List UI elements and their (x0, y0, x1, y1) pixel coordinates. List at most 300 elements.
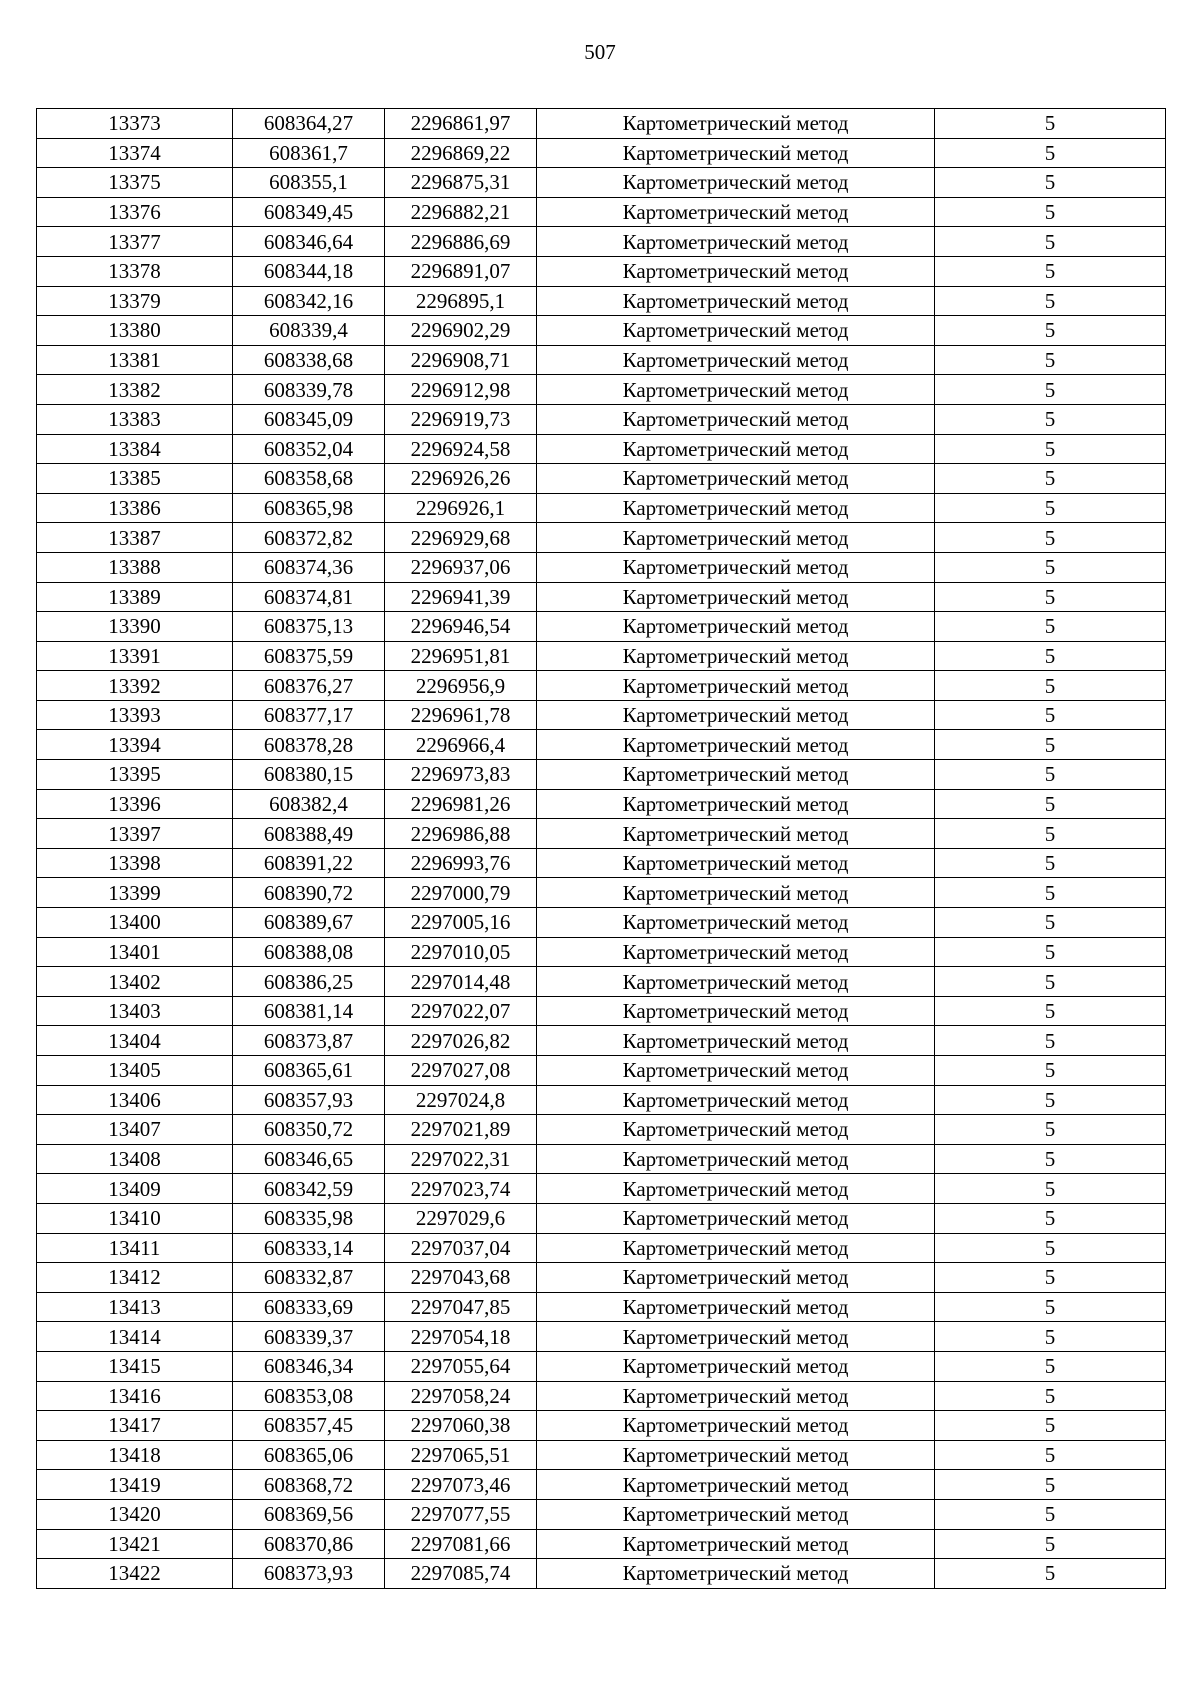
y-coordinate-cell: 2297024,8 (385, 1085, 537, 1115)
table-row (37, 789, 1166, 819)
accuracy-cell: 5 (935, 227, 1166, 257)
x-coordinate-cell: 608369,56 (233, 1499, 385, 1529)
method-cell: Картометрический метод (537, 1056, 935, 1086)
y-coordinate-cell: 2296961,78 (385, 700, 537, 730)
method-cell: Картометрический метод (537, 996, 935, 1026)
accuracy-cell: 5 (935, 256, 1166, 286)
point-number-cell: 13408 (37, 1144, 233, 1174)
table-row (37, 641, 1166, 671)
point-number-cell: 13420 (37, 1499, 233, 1529)
x-coordinate-cell: 608373,93 (233, 1559, 385, 1589)
method-cell: Картометрический метод (537, 671, 935, 701)
method-cell: Картометрический метод (537, 1499, 935, 1529)
point-number-cell: 13381 (37, 345, 233, 375)
x-coordinate-cell: 608357,45 (233, 1411, 385, 1441)
method-cell: Картометрический метод (537, 1440, 935, 1470)
y-coordinate-cell: 2296926,26 (385, 464, 537, 494)
x-coordinate-cell: 608365,98 (233, 493, 385, 523)
method-cell: Картометрический метод (537, 256, 935, 286)
y-coordinate-cell: 2296902,29 (385, 316, 537, 346)
table-row (37, 1233, 1166, 1263)
method-cell: Картометрический метод (537, 700, 935, 730)
table-row (37, 404, 1166, 434)
y-coordinate-cell: 2297029,6 (385, 1203, 537, 1233)
x-coordinate-cell: 608380,15 (233, 760, 385, 790)
accuracy-cell: 5 (935, 1203, 1166, 1233)
table-row (37, 109, 1166, 139)
point-number-cell: 13412 (37, 1263, 233, 1293)
table-row (37, 996, 1166, 1026)
point-number-cell: 13388 (37, 552, 233, 582)
accuracy-cell: 5 (935, 967, 1166, 997)
x-coordinate-cell: 608365,06 (233, 1440, 385, 1470)
x-coordinate-cell: 608344,18 (233, 256, 385, 286)
x-coordinate-cell: 608375,59 (233, 641, 385, 671)
x-coordinate-cell: 608374,81 (233, 582, 385, 612)
y-coordinate-cell: 2297026,82 (385, 1026, 537, 1056)
y-coordinate-cell: 2296966,4 (385, 730, 537, 760)
accuracy-cell: 5 (935, 1322, 1166, 1352)
y-coordinate-cell: 2296908,71 (385, 345, 537, 375)
method-cell: Картометрический метод (537, 1470, 935, 1500)
y-coordinate-cell: 2296937,06 (385, 552, 537, 582)
table-row (37, 227, 1166, 257)
accuracy-cell: 5 (935, 375, 1166, 405)
point-number-cell: 13393 (37, 700, 233, 730)
x-coordinate-cell: 608339,4 (233, 316, 385, 346)
y-coordinate-cell: 2297085,74 (385, 1559, 537, 1589)
point-number-cell: 13392 (37, 671, 233, 701)
point-number-cell: 13382 (37, 375, 233, 405)
table-row (37, 1085, 1166, 1115)
x-coordinate-cell: 608370,86 (233, 1529, 385, 1559)
accuracy-cell: 5 (935, 1115, 1166, 1145)
y-coordinate-cell: 2297077,55 (385, 1499, 537, 1529)
y-coordinate-cell: 2297073,46 (385, 1470, 537, 1500)
accuracy-cell: 5 (935, 996, 1166, 1026)
point-number-cell: 13376 (37, 197, 233, 227)
accuracy-cell: 5 (935, 730, 1166, 760)
method-cell: Картометрический метод (537, 967, 935, 997)
point-number-cell: 13407 (37, 1115, 233, 1145)
method-cell: Картометрический метод (537, 1322, 935, 1352)
accuracy-cell: 5 (935, 937, 1166, 967)
table-row (37, 937, 1166, 967)
y-coordinate-cell: 2297005,16 (385, 908, 537, 938)
x-coordinate-cell: 608374,36 (233, 552, 385, 582)
table-row (37, 582, 1166, 612)
accuracy-cell: 5 (935, 700, 1166, 730)
method-cell: Картометрический метод (537, 1263, 935, 1293)
x-coordinate-cell: 608390,72 (233, 878, 385, 908)
accuracy-cell: 5 (935, 1470, 1166, 1500)
x-coordinate-cell: 608335,98 (233, 1203, 385, 1233)
x-coordinate-cell: 608345,09 (233, 404, 385, 434)
accuracy-cell: 5 (935, 908, 1166, 938)
method-cell: Картометрический метод (537, 109, 935, 139)
accuracy-cell: 5 (935, 1529, 1166, 1559)
x-coordinate-cell: 608350,72 (233, 1115, 385, 1145)
x-coordinate-cell: 608346,64 (233, 227, 385, 257)
point-number-cell: 13378 (37, 256, 233, 286)
x-coordinate-cell: 608377,17 (233, 700, 385, 730)
point-number-cell: 13391 (37, 641, 233, 671)
method-cell: Картометрический метод (537, 1381, 935, 1411)
accuracy-cell: 5 (935, 760, 1166, 790)
method-cell: Картометрический метод (537, 1233, 935, 1263)
y-coordinate-cell: 2296986,88 (385, 819, 537, 849)
table-row (37, 286, 1166, 316)
x-coordinate-cell: 608342,59 (233, 1174, 385, 1204)
method-cell: Картометрический метод (537, 760, 935, 790)
x-coordinate-cell: 608346,34 (233, 1351, 385, 1381)
accuracy-cell: 5 (935, 1085, 1166, 1115)
y-coordinate-cell: 2296973,83 (385, 760, 537, 790)
coordinates-table (36, 108, 1166, 1589)
table-row (37, 700, 1166, 730)
y-coordinate-cell: 2297054,18 (385, 1322, 537, 1352)
accuracy-cell: 5 (935, 1026, 1166, 1056)
table-row (37, 760, 1166, 790)
x-coordinate-cell: 608372,82 (233, 523, 385, 553)
y-coordinate-cell: 2297058,24 (385, 1381, 537, 1411)
point-number-cell: 13416 (37, 1381, 233, 1411)
method-cell: Картометрический метод (537, 464, 935, 494)
point-number-cell: 13375 (37, 168, 233, 198)
y-coordinate-cell: 2296882,21 (385, 197, 537, 227)
accuracy-cell: 5 (935, 1263, 1166, 1293)
table-row (37, 1322, 1166, 1352)
point-number-cell: 13422 (37, 1559, 233, 1589)
accuracy-cell: 5 (935, 1056, 1166, 1086)
table-row (37, 819, 1166, 849)
x-coordinate-cell: 608353,08 (233, 1381, 385, 1411)
point-number-cell: 13390 (37, 612, 233, 642)
x-coordinate-cell: 608389,67 (233, 908, 385, 938)
accuracy-cell: 5 (935, 1292, 1166, 1322)
x-coordinate-cell: 608355,1 (233, 168, 385, 198)
point-number-cell: 13419 (37, 1470, 233, 1500)
point-number-cell: 13404 (37, 1026, 233, 1056)
y-coordinate-cell: 2296941,39 (385, 582, 537, 612)
table-row (37, 908, 1166, 938)
x-coordinate-cell: 608376,27 (233, 671, 385, 701)
table-row (37, 848, 1166, 878)
x-coordinate-cell: 608365,61 (233, 1056, 385, 1086)
x-coordinate-cell: 608364,27 (233, 109, 385, 139)
y-coordinate-cell: 2297027,08 (385, 1056, 537, 1086)
table-row (37, 138, 1166, 168)
x-coordinate-cell: 608378,28 (233, 730, 385, 760)
point-number-cell: 13386 (37, 493, 233, 523)
method-cell: Картометрический метод (537, 227, 935, 257)
x-coordinate-cell: 608358,68 (233, 464, 385, 494)
x-coordinate-cell: 608388,49 (233, 819, 385, 849)
y-coordinate-cell: 2297065,51 (385, 1440, 537, 1470)
accuracy-cell: 5 (935, 819, 1166, 849)
table-row (37, 1056, 1166, 1086)
point-number-cell: 13415 (37, 1351, 233, 1381)
table-row (37, 671, 1166, 701)
y-coordinate-cell: 2296861,97 (385, 109, 537, 139)
method-cell: Картометрический метод (537, 582, 935, 612)
method-cell: Картометрический метод (537, 1529, 935, 1559)
accuracy-cell: 5 (935, 671, 1166, 701)
point-number-cell: 13411 (37, 1233, 233, 1263)
point-number-cell: 13373 (37, 109, 233, 139)
table-row (37, 730, 1166, 760)
method-cell: Картометрический метод (537, 1115, 935, 1145)
point-number-cell: 13398 (37, 848, 233, 878)
table-row (37, 878, 1166, 908)
method-cell: Картометрический метод (537, 286, 935, 316)
method-cell: Картометрический метод (537, 848, 935, 878)
point-number-cell: 13379 (37, 286, 233, 316)
point-number-cell: 13413 (37, 1292, 233, 1322)
table-row (37, 316, 1166, 346)
point-number-cell: 13396 (37, 789, 233, 819)
table-row (37, 1026, 1166, 1056)
method-cell: Картометрический метод (537, 1351, 935, 1381)
method-cell: Картометрический метод (537, 730, 935, 760)
point-number-cell: 13418 (37, 1440, 233, 1470)
y-coordinate-cell: 2296956,9 (385, 671, 537, 701)
x-coordinate-cell: 608382,4 (233, 789, 385, 819)
y-coordinate-cell: 2296993,76 (385, 848, 537, 878)
accuracy-cell: 5 (935, 138, 1166, 168)
method-cell: Картометрический метод (537, 878, 935, 908)
y-coordinate-cell: 2297021,89 (385, 1115, 537, 1145)
table-row (37, 1470, 1166, 1500)
table-row (37, 1499, 1166, 1529)
x-coordinate-cell: 608342,16 (233, 286, 385, 316)
y-coordinate-cell: 2297000,79 (385, 878, 537, 908)
y-coordinate-cell: 2296924,58 (385, 434, 537, 464)
accuracy-cell: 5 (935, 404, 1166, 434)
table-row (37, 1115, 1166, 1145)
y-coordinate-cell: 2297014,48 (385, 967, 537, 997)
point-number-cell: 13399 (37, 878, 233, 908)
y-coordinate-cell: 2296875,31 (385, 168, 537, 198)
table-row (37, 493, 1166, 523)
table-row (37, 1559, 1166, 1589)
method-cell: Картометрический метод (537, 552, 935, 582)
y-coordinate-cell: 2296919,73 (385, 404, 537, 434)
method-cell: Картометрический метод (537, 316, 935, 346)
y-coordinate-cell: 2297055,64 (385, 1351, 537, 1381)
method-cell: Картометрический метод (537, 1559, 935, 1589)
table-row (37, 375, 1166, 405)
accuracy-cell: 5 (935, 848, 1166, 878)
table-row (37, 1144, 1166, 1174)
method-cell: Картометрический метод (537, 1174, 935, 1204)
accuracy-cell: 5 (935, 464, 1166, 494)
accuracy-cell: 5 (935, 286, 1166, 316)
method-cell: Картометрический метод (537, 345, 935, 375)
table-row (37, 552, 1166, 582)
table-row (37, 1440, 1166, 1470)
method-cell: Картометрический метод (537, 1411, 935, 1441)
x-coordinate-cell: 608375,13 (233, 612, 385, 642)
table-row (37, 612, 1166, 642)
point-number-cell: 13397 (37, 819, 233, 849)
method-cell: Картометрический метод (537, 1203, 935, 1233)
y-coordinate-cell: 2296926,1 (385, 493, 537, 523)
accuracy-cell: 5 (935, 878, 1166, 908)
point-number-cell: 13394 (37, 730, 233, 760)
method-cell: Картометрический метод (537, 789, 935, 819)
point-number-cell: 13380 (37, 316, 233, 346)
x-coordinate-cell: 608361,7 (233, 138, 385, 168)
table-row (37, 197, 1166, 227)
y-coordinate-cell: 2296951,81 (385, 641, 537, 671)
point-number-cell: 13400 (37, 908, 233, 938)
x-coordinate-cell: 608391,22 (233, 848, 385, 878)
x-coordinate-cell: 608333,69 (233, 1292, 385, 1322)
x-coordinate-cell: 608338,68 (233, 345, 385, 375)
y-coordinate-cell: 2296891,07 (385, 256, 537, 286)
method-cell: Картометрический метод (537, 908, 935, 938)
x-coordinate-cell: 608352,04 (233, 434, 385, 464)
y-coordinate-cell: 2296869,22 (385, 138, 537, 168)
table-row (37, 1203, 1166, 1233)
table-row (37, 1263, 1166, 1293)
point-number-cell: 13421 (37, 1529, 233, 1559)
accuracy-cell: 5 (935, 168, 1166, 198)
point-number-cell: 13403 (37, 996, 233, 1026)
x-coordinate-cell: 608346,65 (233, 1144, 385, 1174)
table-row (37, 1292, 1166, 1322)
table-row (37, 1174, 1166, 1204)
point-number-cell: 13384 (37, 434, 233, 464)
table-row (37, 523, 1166, 553)
method-cell: Картометрический метод (537, 138, 935, 168)
point-number-cell: 13402 (37, 967, 233, 997)
accuracy-cell: 5 (935, 1381, 1166, 1411)
table-row (37, 1411, 1166, 1441)
table-row (37, 345, 1166, 375)
x-coordinate-cell: 608332,87 (233, 1263, 385, 1293)
point-number-cell: 13374 (37, 138, 233, 168)
table-row (37, 464, 1166, 494)
x-coordinate-cell: 608381,14 (233, 996, 385, 1026)
y-coordinate-cell: 2297023,74 (385, 1174, 537, 1204)
accuracy-cell: 5 (935, 197, 1166, 227)
x-coordinate-cell: 608388,08 (233, 937, 385, 967)
accuracy-cell: 5 (935, 1499, 1166, 1529)
point-number-cell: 13414 (37, 1322, 233, 1352)
x-coordinate-cell: 608339,37 (233, 1322, 385, 1352)
point-number-cell: 13409 (37, 1174, 233, 1204)
x-coordinate-cell: 608349,45 (233, 197, 385, 227)
y-coordinate-cell: 2296912,98 (385, 375, 537, 405)
method-cell: Картометрический метод (537, 1026, 935, 1056)
accuracy-cell: 5 (935, 316, 1166, 346)
y-coordinate-cell: 2297022,31 (385, 1144, 537, 1174)
method-cell: Картометрический метод (537, 1292, 935, 1322)
method-cell: Картометрический метод (537, 493, 935, 523)
accuracy-cell: 5 (935, 1559, 1166, 1589)
table-row (37, 434, 1166, 464)
y-coordinate-cell: 2296981,26 (385, 789, 537, 819)
accuracy-cell: 5 (935, 552, 1166, 582)
y-coordinate-cell: 2297022,07 (385, 996, 537, 1026)
y-coordinate-cell: 2296929,68 (385, 523, 537, 553)
point-number-cell: 13417 (37, 1411, 233, 1441)
method-cell: Картометрический метод (537, 819, 935, 849)
page-number: 507 (584, 40, 616, 64)
x-coordinate-cell: 608373,87 (233, 1026, 385, 1056)
table-row (37, 1381, 1166, 1411)
accuracy-cell: 5 (935, 434, 1166, 464)
point-number-cell: 13383 (37, 404, 233, 434)
y-coordinate-cell: 2297060,38 (385, 1411, 537, 1441)
point-number-cell: 13385 (37, 464, 233, 494)
method-cell: Картометрический метод (537, 523, 935, 553)
method-cell: Картометрический метод (537, 168, 935, 198)
method-cell: Картометрический метод (537, 434, 935, 464)
method-cell: Картометрический метод (537, 937, 935, 967)
accuracy-cell: 5 (935, 582, 1166, 612)
method-cell: Картометрический метод (537, 197, 935, 227)
method-cell: Картометрический метод (537, 1144, 935, 1174)
accuracy-cell: 5 (935, 1440, 1166, 1470)
x-coordinate-cell: 608386,25 (233, 967, 385, 997)
point-number-cell: 13387 (37, 523, 233, 553)
y-coordinate-cell: 2296895,1 (385, 286, 537, 316)
method-cell: Картометрический метод (537, 375, 935, 405)
method-cell: Картометрический метод (537, 612, 935, 642)
y-coordinate-cell: 2297081,66 (385, 1529, 537, 1559)
accuracy-cell: 5 (935, 1411, 1166, 1441)
table-row (37, 168, 1166, 198)
y-coordinate-cell: 2297047,85 (385, 1292, 537, 1322)
y-coordinate-cell: 2297043,68 (385, 1263, 537, 1293)
point-number-cell: 13406 (37, 1085, 233, 1115)
accuracy-cell: 5 (935, 641, 1166, 671)
accuracy-cell: 5 (935, 789, 1166, 819)
table-row (37, 1351, 1166, 1381)
table-row (37, 256, 1166, 286)
accuracy-cell: 5 (935, 1351, 1166, 1381)
x-coordinate-cell: 608368,72 (233, 1470, 385, 1500)
y-coordinate-cell: 2296946,54 (385, 612, 537, 642)
method-cell: Картометрический метод (537, 404, 935, 434)
table-row (37, 967, 1166, 997)
method-cell: Картометрический метод (537, 641, 935, 671)
y-coordinate-cell: 2297037,04 (385, 1233, 537, 1263)
point-number-cell: 13401 (37, 937, 233, 967)
point-number-cell: 13389 (37, 582, 233, 612)
x-coordinate-cell: 608339,78 (233, 375, 385, 405)
table-row (37, 1529, 1166, 1559)
accuracy-cell: 5 (935, 493, 1166, 523)
y-coordinate-cell: 2297010,05 (385, 937, 537, 967)
accuracy-cell: 5 (935, 109, 1166, 139)
y-coordinate-cell: 2296886,69 (385, 227, 537, 257)
accuracy-cell: 5 (935, 1233, 1166, 1263)
x-coordinate-cell: 608357,93 (233, 1085, 385, 1115)
accuracy-cell: 5 (935, 1144, 1166, 1174)
coordinates-table-body (37, 109, 1166, 1589)
accuracy-cell: 5 (935, 523, 1166, 553)
accuracy-cell: 5 (935, 345, 1166, 375)
accuracy-cell: 5 (935, 612, 1166, 642)
accuracy-cell: 5 (935, 1174, 1166, 1204)
point-number-cell: 13405 (37, 1056, 233, 1086)
point-number-cell: 13377 (37, 227, 233, 257)
point-number-cell: 13395 (37, 760, 233, 790)
